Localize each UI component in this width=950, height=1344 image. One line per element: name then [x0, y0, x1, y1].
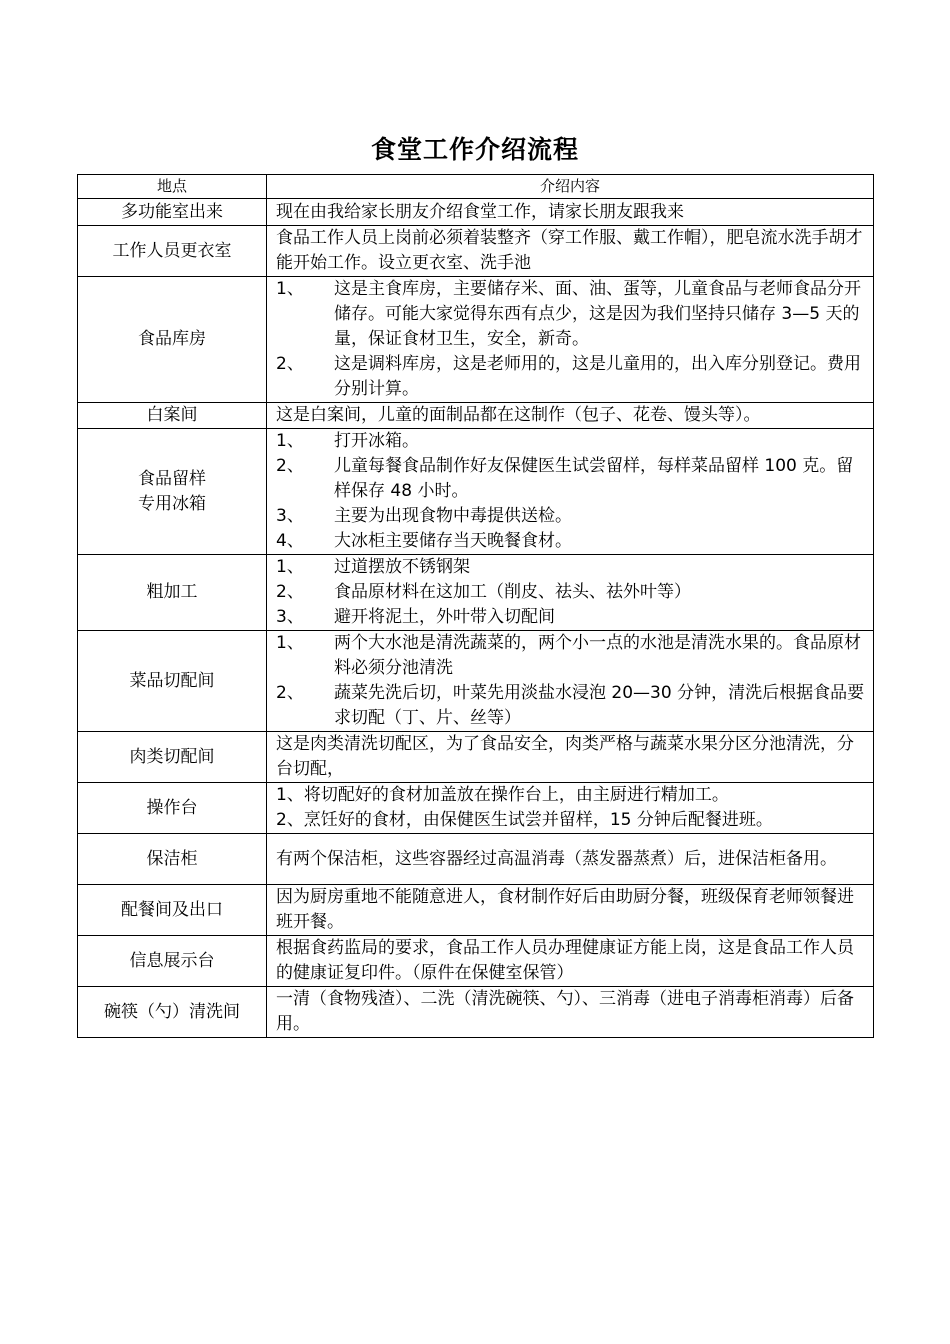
item-text: 这是主食库房，主要储存米、面、油、蛋等，儿童食品与老师食品分开储存。可能大家觉得东西有点少，这是因为我们坚持只储存 3—5 天的量，保证食材卫生，安全，新奇。 — [334, 279, 861, 349]
location-cell: 碗筷（勺）清洗间 — [78, 987, 267, 1038]
content-cell — [267, 631, 874, 732]
list-item — [276, 631, 867, 681]
item-number: 2、 — [276, 354, 304, 374]
table-row — [78, 631, 874, 732]
table-row — [78, 429, 874, 555]
content-cell — [267, 555, 874, 631]
table-row — [78, 403, 874, 429]
location-cell: 食品库房 — [78, 277, 267, 403]
content-cell: 食品工作人员上岗前必须着装整齐（穿工作服、戴工作帽），肥皂流水洗手胡才能开始工作。设立更衣室、洗手池 — [267, 226, 874, 277]
list-item — [276, 429, 867, 454]
location-cell: 配餐间及出口 — [78, 885, 267, 936]
table-row — [78, 783, 874, 834]
intro-table — [77, 174, 874, 1038]
table-row — [78, 226, 874, 277]
header-location: 地点 — [78, 175, 267, 199]
list-item — [276, 555, 867, 580]
list-item — [276, 277, 867, 352]
content-cell: 一清（食物残渣）、二洗（清洗碗筷、勺）、三消毒（进电子消毒柜消毒）后备用。 — [267, 987, 874, 1038]
location-cell: 菜品切配间 — [78, 631, 267, 732]
location-cell — [78, 429, 267, 555]
content-cell — [267, 429, 874, 555]
table-header-row — [78, 175, 874, 199]
item-text: 主要为出现食物中毒提供送检。 — [334, 506, 572, 526]
item-text: 儿童每餐食品制作好友保健医生试尝留样，每样菜品留样 100 克。留样保存 48 小时。 — [334, 456, 854, 501]
list-item — [276, 504, 867, 529]
table-row — [78, 936, 874, 987]
item-number: 1、 — [276, 633, 304, 653]
content-cell: 这是肉类清洗切配区，为了食品安全，肉类严格与蔬菜水果分区分池清洗，分台切配， — [267, 732, 874, 783]
location-cell: 工作人员更衣室 — [78, 226, 267, 277]
content-cell: 因为厨房重地不能随意进人，食材制作好后由助厨分餐，班级保育老师领餐进班开餐。 — [267, 885, 874, 936]
item-text: 食品原材料在这加工（削皮、祛头、祛外叶等） — [334, 582, 691, 602]
table-row — [78, 732, 874, 783]
table-row — [78, 885, 874, 936]
item-number: 3、 — [276, 607, 304, 627]
table-row — [78, 199, 874, 226]
list-item — [276, 352, 867, 402]
table-row — [78, 277, 874, 403]
location-cell: 信息展示台 — [78, 936, 267, 987]
item-number: 4、 — [276, 531, 304, 551]
content-cell: 根据食药监局的要求，食品工作人员办理健康证方能上岗，这是食品工作人员的健康证复印件。（原件在保健室保管） — [267, 936, 874, 987]
item-text: 这是调料库房，这是老师用的，这是儿童用的，出入库分别登记。费用分别计算。 — [334, 354, 861, 399]
item-text: 两个大水池是清洗蔬菜的，两个小一点的水池是清洗水果的。食品原材料必须分池清洗 — [334, 633, 861, 678]
location-cell: 操作台 — [78, 783, 267, 834]
location-line: 专用冰箱 — [138, 493, 206, 514]
item-text: 打开冰箱。 — [334, 431, 419, 451]
item-number: 2、 — [276, 456, 304, 476]
content-cell — [267, 277, 874, 403]
table-row — [78, 987, 874, 1038]
item-text: 避开将泥土，外叶带入切配间 — [334, 607, 555, 627]
content-cell: 有两个保洁柜，这些容器经过高温消毒（蒸发器蒸煮）后，进保洁柜备用。 — [267, 834, 874, 885]
content-cell: 现在由我给家长朋友介绍食堂工作，请家长朋友跟我来 — [267, 199, 874, 226]
item-text: 过道摆放不锈钢架 — [334, 557, 470, 577]
list-item — [276, 681, 867, 731]
content-cell: 这是白案间，儿童的面制品都在这制作（包子、花卷、馒头等）。 — [267, 403, 874, 429]
list-item — [276, 529, 867, 554]
table-row — [78, 834, 874, 885]
page-title: 食堂工作介绍流程 — [370, 135, 579, 164]
location-line: 食品留样 — [138, 468, 206, 489]
list-item — [276, 580, 867, 605]
item-number: 2、 — [276, 683, 304, 703]
item-number: 1、 — [276, 279, 304, 299]
header-content: 介绍内容 — [267, 175, 874, 199]
item-number: 3、 — [276, 506, 304, 526]
table-row — [78, 555, 874, 631]
location-cell: 肉类切配间 — [78, 732, 267, 783]
item-number: 1、 — [276, 557, 304, 577]
content-line: 2、烹饪好的食材，由保健医生试尝并留样，15 分钟后配餐进班。 — [276, 810, 773, 830]
location-cell: 粗加工 — [78, 555, 267, 631]
list-item — [276, 605, 867, 630]
location-cell: 保洁柜 — [78, 834, 267, 885]
location-cell: 白案间 — [78, 403, 267, 429]
item-text: 大冰柜主要储存当天晚餐食材。 — [334, 531, 572, 551]
list-item — [276, 454, 867, 504]
item-number: 2、 — [276, 582, 304, 602]
location-cell: 多功能室出来 — [78, 199, 267, 226]
content-line: 1、将切配好的食材加盖放在操作台上，由主厨进行精加工。 — [276, 785, 729, 805]
item-number: 1、 — [276, 431, 304, 451]
item-text: 蔬菜先洗后切，叶菜先用淡盐水浸泡 20—30 分钟，清洗后根据食品要求切配（丁、片、丝等） — [334, 683, 865, 728]
content-cell — [267, 783, 874, 834]
